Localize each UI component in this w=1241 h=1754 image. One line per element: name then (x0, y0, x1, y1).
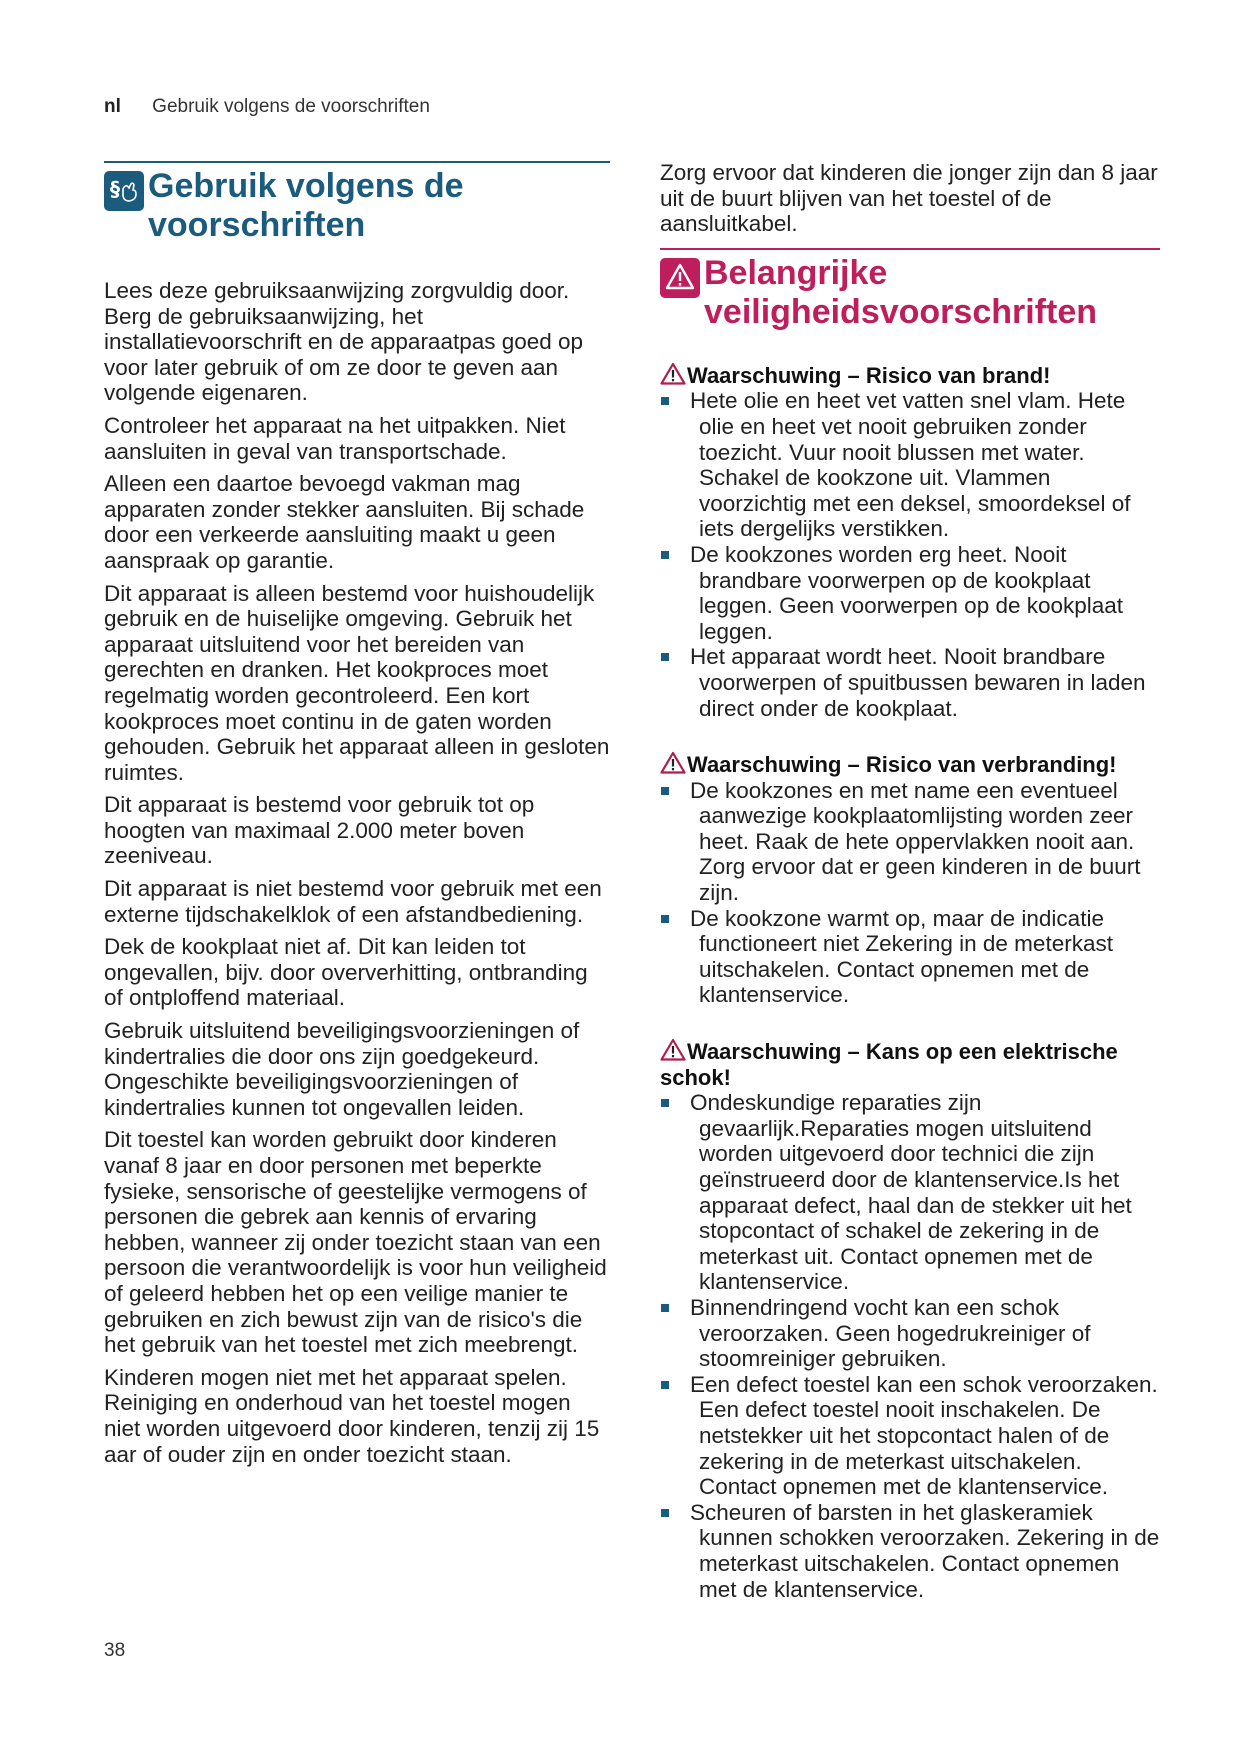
warning-triangle-glyph (665, 263, 695, 291)
warning-triangle-icon (660, 1038, 686, 1061)
list-item (660, 1090, 1160, 1295)
square-bullet-icon (661, 653, 669, 661)
list-item-text: Scheuren of barsten in het glaskeramiek kunnen schokken veroorzaken. Zekering in de meterkast uitschakelen. Contact opnemen met de klantenservice. (690, 1499, 1160, 1602)
section-heading-line1: Gebruik volgens de (148, 167, 464, 205)
list-item (660, 778, 1160, 906)
square-bullet-icon (661, 787, 669, 795)
warning-block-fire (660, 362, 1160, 721)
warning-block-burn (660, 751, 1160, 1008)
running-title: Gebruik volgens de voorschriften (152, 96, 430, 117)
paragraph: Controleer het apparaat na het uitpakken. Niet aansluiten in geval van transportschade. (104, 412, 566, 464)
list-item (660, 1372, 1160, 1500)
list-item-text: Hete olie en heet vet vatten snel vlam. Hete olie en heet vet nooit gebruiken zonder toezicht. Vuur nooit blussen met water. Schakel de kookzone uit. Vlammen voorzichtig met een deksel, smoordeksel of iets dergelijks verstikken. (690, 388, 1131, 542)
paragraph: Dit apparaat is alleen bestemd voor huishoudelijk gebruik en de huiselijke omgeving. Gebruik het apparaat uitsluitend voor het bereiden van gerechten en dranken. Het kookproces moet regelmatig worden gecontroleerd. Een kort kookproces moet continu in de gaten worden gehouden. Gebruik het apparaat alleen in gesloten ruimtes. (104, 580, 610, 785)
warning-title-text: Waarschuwing – Kans op een elektrische schok! (660, 1039, 1118, 1090)
list-item (660, 906, 1160, 1008)
paragraph: Dek de kookplaat niet af. Dit kan leiden tot ongevallen, bijv. door oververhitting, ontbranding of ontploffend materiaal. (104, 934, 588, 1011)
list-item (660, 542, 1160, 644)
left-column (104, 161, 610, 1474)
square-bullet-icon (661, 1304, 669, 1312)
square-bullet-icon (661, 915, 669, 923)
section-heading-line2: voorschriften (148, 206, 366, 244)
warning-triangle-icon (660, 751, 686, 774)
paragraph: Gebruik uitsluitend beveiligingsvoorzieningen of kindertralies die door ons zijn goedgekeurd. Ongeschikte beveiligingsvoorzieningen of kindertralies kunnen tot ongevallen leiden. (104, 1018, 580, 1120)
svg-text:§: § (110, 177, 120, 201)
list-item-text: De kookzones en met name een eventueel aanwezige kookplaatomlijsting worden zeer heet. Raak de hete oppervlakken nooit aan. Zorg ervoor dat er geen kinderen in de buurt zijn. (690, 777, 1141, 906)
warning-list (660, 778, 1160, 1008)
warning-title (660, 362, 1160, 389)
right-column (660, 160, 1160, 1602)
square-bullet-icon (661, 1381, 669, 1389)
warning-title-text: Waarschuwing – Risico van brand! (687, 362, 1051, 388)
section-heading (104, 167, 610, 245)
square-bullet-icon (661, 1099, 669, 1107)
section-heading-block (104, 161, 610, 245)
list-item-text: De kookzones worden erg heet. Nooit brandbare voorwerpen op de kookplaat leggen. Geen voorwerpen op de kookplaat leggen. (690, 541, 1124, 644)
safety-heading-line1: Belangrijke (704, 253, 888, 292)
safety-heading-line2: veiligheidsvoorschriften (704, 292, 1097, 331)
safety-heading (660, 254, 1160, 332)
paragraph: Alleen een daartoe bevoegd vakman mag apparaten zonder stekker aansluiten. Bij schade door een verkeerde aansluiting maakt u geen aanspraak op garantie. (104, 471, 585, 573)
square-bullet-icon (661, 397, 669, 405)
warning-list (660, 388, 1160, 721)
paragraph-hand-glyph (109, 176, 139, 204)
paragraph: Dit apparaat is bestemd voor gebruik tot op hoogten van maximaal 2.000 meter boven zeeniveau. (104, 792, 535, 869)
list-item (660, 388, 1160, 542)
list-item (660, 644, 1160, 721)
page-header (104, 96, 430, 118)
safety-heading-block (660, 248, 1160, 332)
list-item-text: De kookzone warmt op, maar de indicatie functioneert niet Zekering in de meterkast uitschakelen. Contact opnemen met de klantenservice. (690, 905, 1113, 1008)
warning-title (660, 1038, 1160, 1090)
paragraph: Lees deze gebruiksaanwijzing zorgvuldig door. Berg de gebruiksaanwijzing, het installatievoorschrift en de apparaatpas goed op voor later gebruik of om ze door te geven aan volgende eigenaren. (104, 278, 584, 406)
paragraph: Kinderen mogen niet met het apparaat spelen. Reiniging en onderhoud van het toestel mogen niet worden uitgevoerd door kinderen, tenzij zij 15 aar of ouder zijn en onder toezicht staan. (104, 1364, 600, 1467)
page-number: 38 (104, 1640, 126, 1661)
paragraph: Dit apparaat is niet bestemd voor gebruik met een externe tijdschakelklok of een afstandbediening. (104, 876, 602, 927)
paragraph-hand-icon (104, 171, 144, 211)
list-item-text: Het apparaat wordt heet. Nooit brandbare voorwerpen of spuitbussen bewaren in laden direct onder de kookplaat. (690, 644, 1146, 721)
list-item-text: Binnendringend vocht kan een schok veroorzaken. Geen hogedrukreiniger of stoomreiniger gebruiken. (690, 1294, 1091, 1372)
intro-paragraph: Zorg ervoor dat kinderen die jonger zijn dan 8 jaar uit de buurt blijven van het toestel of de aansluitkabel. (660, 160, 1158, 237)
language-code: nl (104, 96, 121, 117)
list-item-text: Ondeskundige reparaties zijn gevaarlijk.Reparaties mogen uitsluitend worden uitgevoerd door technici die zijn geïnstrueerd door de klantenservice.Is het apparaat defect, haal dan de stekker uit het stopcontact of schakel de zekering in de meterkast uit. Contact opnemen met de klantenservice. (690, 1090, 1132, 1295)
warning-title-text: Waarschuwing – Risico van verbranding! (687, 752, 1117, 778)
square-bullet-icon (661, 1509, 669, 1517)
warning-title (660, 751, 1160, 778)
paragraph: Dit toestel kan worden gebruikt door kinderen vanaf 8 jaar en door personen met beperkte fysieke, sensorische of geestelijke vermogens of personen die gebrek aan kennis of ervaring hebben, wanneer zij onder toezicht staan van een persoon die verantwoordelijk is voor hun veiligheid of geleerd hebben het op een veilige manier te gebruiken en zich bewust zijn van de risico's die het gebruik van het toestel met zich meebrengt. (104, 1127, 607, 1358)
warning-triangle-icon (660, 258, 700, 298)
square-bullet-icon (661, 551, 669, 559)
warning-list (660, 1090, 1160, 1602)
warning-block-shock (660, 1038, 1160, 1602)
warning-triangle-icon (660, 362, 686, 385)
list-item-text: Een defect toestel kan een schok veroorzaken. Een defect toestel nooit inschakelen. De netstekker uit het stopcontact halen of de zekering in de meterkast uitschakelen. Contact opnemen met de klantenservice. (690, 1371, 1158, 1500)
list-item (660, 1295, 1160, 1372)
list-item (660, 1500, 1160, 1602)
